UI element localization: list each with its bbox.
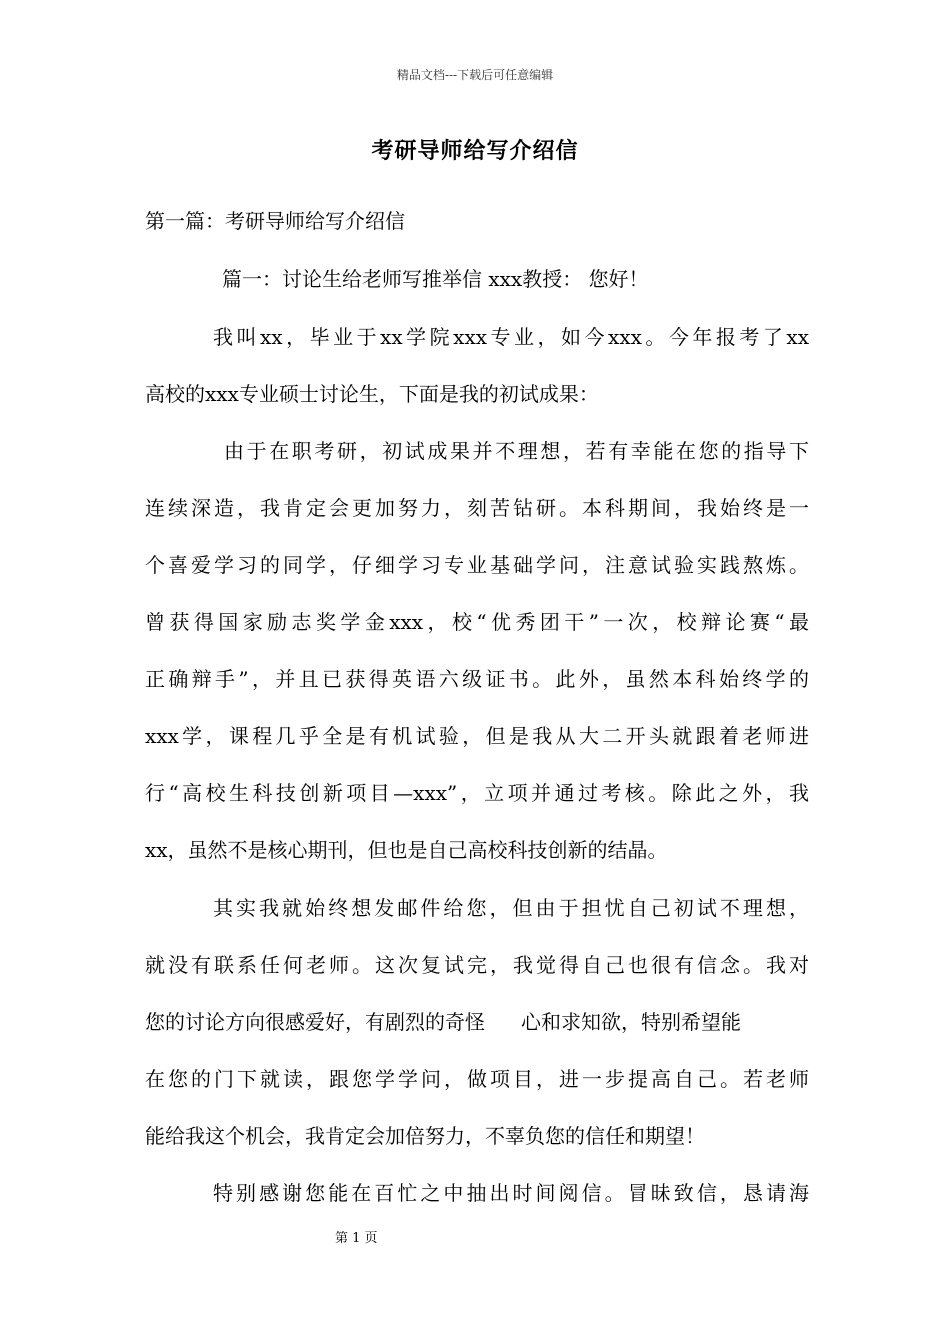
paragraph-line: 正确辩手”，并且已获得英语六级证书。此外，虽然本科始终学的 (145, 667, 809, 691)
paragraph-line: 连续深造，我肯定会更加努力，刻苦钻研。本科期间，我始终是一 (145, 496, 809, 520)
header-note: 精品文档---下载后可任意编辑 (396, 68, 554, 82)
paragraph-line-part: 您的讨论方向很感爱好，有剧烈的奇怪 (145, 1010, 485, 1034)
section-heading: 第一篇：考研导师给写介绍信 (145, 209, 405, 233)
paragraph-line: 特别感谢您能在百忙之中抽出时间阅信。冒昧致信，恳请海 (213, 1181, 809, 1205)
paragraph-line: 由于在职考研，初试成果并不理想，若有幸能在您的指导下 (224, 439, 809, 463)
paragraph-line: 个喜爱学习的同学，仔细学习专业基础学问，注意试验实践熬炼。 (145, 553, 809, 577)
document-title: 考研导师给写介绍信 (371, 138, 579, 164)
paragraph-line: 其实我就始终想发邮件给您，但由于担忧自己初试不理想， (213, 896, 809, 920)
paragraph-line: 在您的门下就读，跟您学学问，做项目，进一步提高自己。若老师 (145, 1067, 809, 1091)
paragraph-line: 行“高校生科技创新项目—xxx”，立项并通过考核。除此之外，我 (145, 781, 809, 805)
paragraph-line-part: 心和求知欲，特别希望能 (521, 1010, 741, 1034)
page-number: 第 1 页 (335, 1231, 378, 1246)
paragraph-line: 能给我这个机会，我肯定会加倍努力，不辜负您的信任和期望！ (145, 1124, 705, 1148)
paragraph-line: 就没有联系任何老师。这次复试完，我觉得自己也很有信念。我对 (145, 953, 809, 977)
paragraph-line: 曾获得国家励志奖学金xxx，校“优秀团干”一次，校辩论赛“最 (145, 610, 809, 634)
paragraph-line: xx，虽然不是核心期刊，但也是自己高校科技创新的结晶。 (145, 838, 668, 862)
paragraph-line: xxx学，课程几乎全是有机试验，但是我从大二开头就跟着老师进 (145, 724, 809, 748)
paragraph-line: 高校的xxx专业硕士讨论生，下面是我的初试成果： (145, 382, 599, 406)
paragraph-line (145, 1007, 809, 1037)
paragraph-line: 我叫xx，毕业于xx学院xxx专业，如今xxx。今年报考了xx (213, 325, 809, 349)
paragraph-line: 篇一：讨论生给老师写推举信 xxx教授： 您好！ (222, 267, 649, 291)
